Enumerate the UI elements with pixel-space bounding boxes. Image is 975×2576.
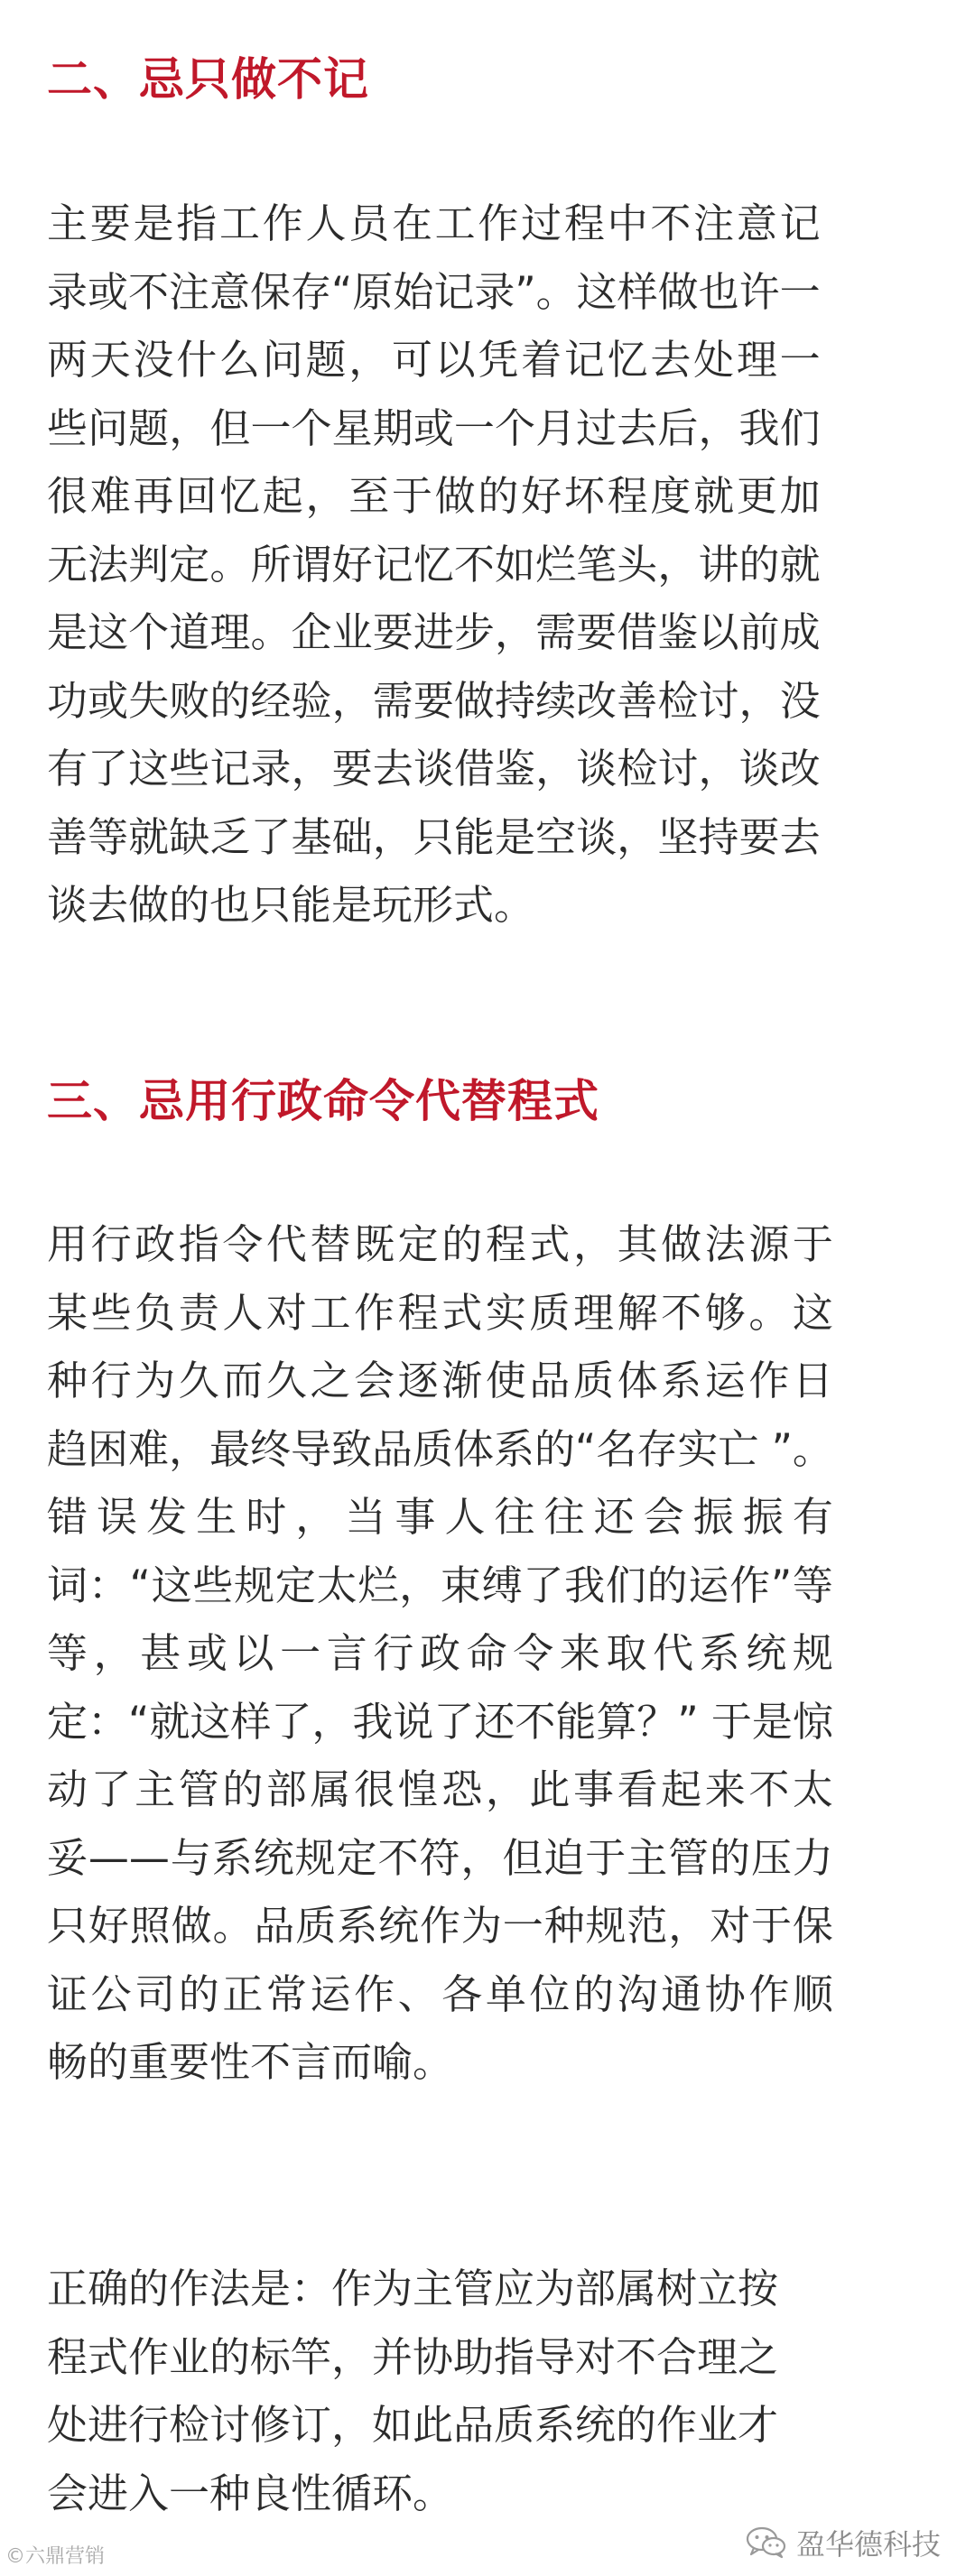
watermark-right-text: 盈华德科技 — [795, 2527, 941, 2562]
paragraph-line: 有了这些记录，要去谈借鉴，谈检讨，谈改 — [47, 745, 821, 792]
paragraph-line: 善等就缺乏了基础，只能是空谈，坚持要去 — [47, 812, 821, 861]
paragraph-line: 是这个道理。企业要进步，需要借鉴以前成 — [47, 608, 821, 656]
paragraph-line: 两天没什么问题，可以凭着记忆去处理一 — [47, 336, 821, 384]
watermark-right — [746, 2522, 941, 2563]
paragraph-line: 词：“这些规定太烂，束缚了我们的运作”等 — [47, 1561, 833, 1609]
section-heading-2: 二、忌只做不记 — [47, 53, 369, 106]
section-heading-3: 三、忌用行政命令代替程式 — [47, 1075, 599, 1127]
paragraph-line: 无法判定。所谓好记忆不如烂笔头，讲的就 — [47, 540, 821, 588]
paragraph-line: 动了主管的部属很惶恐，此事看起来不太 — [47, 1765, 833, 1813]
paragraph-line: 畅的重要性不言而喻。 — [47, 2038, 454, 2086]
paragraph-line: 正确的作法是：作为主管应为部属树立按 — [47, 2265, 779, 2312]
paragraph-line: 趋困难，最终导致品质体系的“名存实亡 ”。 — [47, 1424, 833, 1473]
paragraph-line: 定：“就这样了，我说了还不能算？” 于是惊 — [47, 1697, 833, 1746]
paragraph-line: 些问题，但一个星期或一个月过去后，我们 — [47, 403, 821, 452]
paragraph-line: 等，甚或以一言行政命令来取代系统规 — [47, 1629, 833, 1677]
wechat-icon — [746, 2525, 787, 2560]
paragraph-line: 录或不注意保存“原始记录”。这样做也许一 — [47, 267, 821, 316]
paragraph-line: 只好照做。品质系统作为一种规范，对于保 — [47, 1902, 833, 1950]
paragraph-line: 某些负责人对工作程式实质理解不够。这 — [47, 1288, 833, 1337]
paragraph-line: 处进行检讨修订，如此品质系统的作业才 — [47, 2401, 779, 2449]
paragraph-line: 程式作业的标竿，并协助指导对不合理之 — [47, 2332, 779, 2381]
paragraph-line: 种行为久而久之会逐渐使品质体系运作日 — [47, 1357, 833, 1404]
paragraph-line: 用行政指令代替既定的程式，其做法源于 — [47, 1220, 833, 1268]
section-2-paragraph — [47, 190, 821, 940]
paragraph-line: 功或失败的经验，需要做持续改善检讨，没 — [47, 676, 821, 725]
paragraph-line: 妥——与系统规定不符，但迫于主管的压力 — [47, 1833, 833, 1882]
watermark-left: ©六鼎营销 — [5, 2545, 106, 2568]
paragraph-line: 主要是指工作人员在工作过程中不注意记 — [47, 199, 821, 247]
paragraph-line: 证公司的正常运作、各单位的沟通协作顺 — [47, 1969, 833, 2018]
paragraph-line: 会进入一种良性循环。 — [47, 2469, 454, 2517]
paragraph-line: 很难再回忆起，至于做的好坏程度就更加 — [47, 472, 821, 520]
paragraph-line: 错误发生时，当事人往往还会振振有 — [47, 1493, 833, 1541]
paragraph-line: 谈去做的也只能是玩形式。 — [47, 881, 535, 929]
section-3-paragraph-1 — [47, 1210, 833, 2097]
section-3-paragraph-2 — [47, 2255, 778, 2527]
